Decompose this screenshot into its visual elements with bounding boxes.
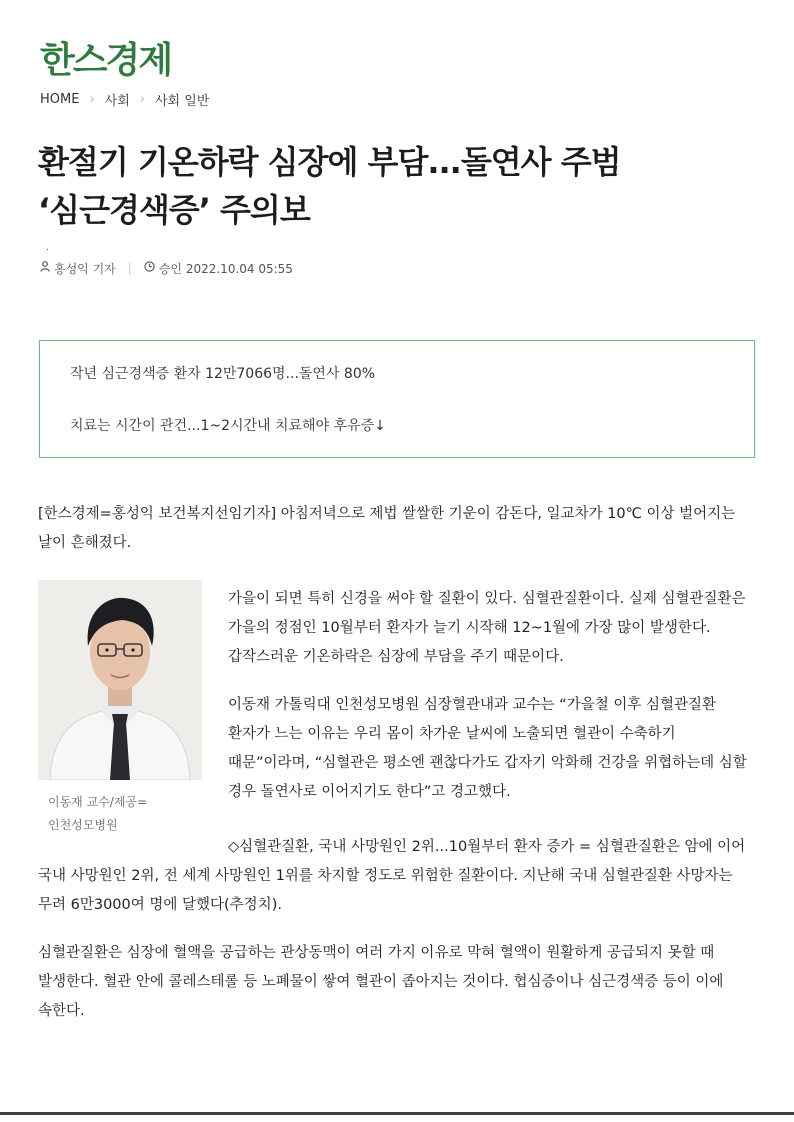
summary-box	[39, 340, 755, 458]
author-name[interactable]: 홍성익 기자	[54, 261, 116, 276]
site-logo[interactable]: 한스경제	[40, 40, 172, 81]
article-meta	[40, 257, 293, 279]
person-icon	[40, 261, 50, 275]
photo-caption: 이동재 교수/제공=인천성모병원	[48, 795, 148, 832]
article-headline: 환절기 기온하락 심장에 부담...돌연사 주범 ‘심근경색증’ 주의보	[38, 143, 621, 229]
chevron-right-icon: ›	[89, 91, 95, 107]
article-paragraph: 이동재 가톨릭대 인천성모병원 심장혈관내과 교수는 “가을철 이후 심혈관질환 환자가 느는 이유는 우리 몸이 차가운 날씨에 노출되면 혈관이 수축하기 때문”이라며, “심혈관은 평소엔 괜찮다가도 갑자기 악화해 건강을 위협하는데 심할 경우 돌연사로 이어지기도 한다”고 경고했다.	[228, 697, 747, 800]
article-paragraph: 심혈관질환은 심장에 혈액을 공급하는 관상동맥이 여러 가지 이유로 막혀 혈액이 원활하게 공급되지 못할 때 발생한다. 혈관 안에 콜레스테롤 등 노폐물이 쌓여 혈관이 좁아지는 것이다. 협심증이나 심근경색증 등이 이에 속한다.	[38, 945, 724, 1019]
breadcrumb	[40, 88, 209, 110]
approved-datetime: 승인 2022.10.04 05:55	[158, 261, 293, 276]
meta-divider: |	[127, 261, 132, 275]
doctor-photo	[38, 580, 202, 780]
breadcrumb-subsection[interactable]: 사회 일반	[154, 93, 210, 109]
scan-dot: ·	[46, 245, 50, 256]
chevron-right-icon: ›	[139, 91, 145, 107]
article-paragraph: [한스경제=홍성익 보건복지선임기자] 아침저녁으로 제법 쌀쌀한 기운이 감돈다, 일교차가 10℃ 이상 벌어지는 날이 흔해졌다.	[38, 506, 736, 551]
clock-icon	[144, 261, 155, 275]
page-bottom-border	[0, 1112, 794, 1115]
summary-line: 치료는 시간이 관건...1~2시간내 치료해야 후유증↓	[70, 418, 386, 434]
article-paragraph: 가을이 되면 특히 신경을 써야 할 질환이 있다. 심혈관질환이다. 실제 심혈관질환은 가을의 정점인 10월부터 환자가 늘기 시작해 12~1월에 가장 많이 발생한다. 갑작스러운 기온하락은 심장에 부담을 주기 때문이다.	[228, 591, 746, 665]
summary-line: 작년 심근경색증 환자 12만7066명...돌연사 80%	[70, 366, 376, 382]
breadcrumb-home[interactable]: HOME	[40, 91, 80, 107]
breadcrumb-section[interactable]: 사회	[104, 93, 130, 109]
article-paragraph: ◇심혈관질환, 국내 사망원인 2위...10월부터 환자 증가 = 심혈관질환은 암에 이어 국내 사망원인 2위, 전 세계 사망원인 1위를 차지할 정도로 위험한 질환이다. 지난해 국내 심혈관질환 사망자는 무려 6만3000여 명에 달했다(추정치).	[38, 839, 746, 913]
